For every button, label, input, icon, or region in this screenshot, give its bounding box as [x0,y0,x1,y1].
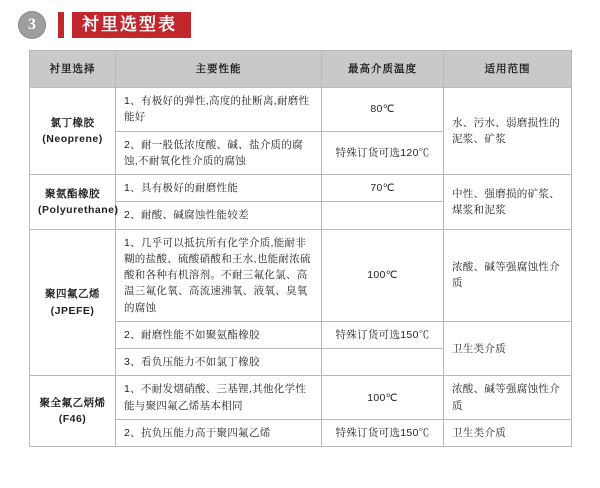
table-head [30,51,572,88]
lining-selection-table [29,50,572,447]
performance-cell: 2、耐一般低浓度酸、碱、盐介质的腐蚀,不耐氧化性介质的腐蚀 [116,131,322,175]
material-name-en: (Polyurethane) [38,203,119,216]
table-header-row [30,51,572,88]
max-temperature-cell: 100℃ [322,376,444,420]
title-accent-bar [58,12,64,38]
col-header-max-temp: 最高介质温度 [322,51,444,88]
material-name-cn: 氯丁橡胶 [50,116,95,129]
material-name-cn: 聚氨酯橡胶 [45,187,100,200]
section-number-badge: 3 [18,11,46,39]
material-name-en: (F46) [58,413,87,426]
performance-cell: 2、抗负压能力高于聚四氟乙烯 [116,419,322,446]
material-name-cn: 聚全氟乙炳烯 [39,397,106,410]
table-row [30,376,572,420]
section-header [18,8,191,42]
lining-material-cell [30,376,116,447]
table-row [30,175,572,202]
table-row [30,88,572,132]
application-scope-cell: 浓酸、碱等强腐蚀性介质 [444,229,572,321]
material-name-cn: 聚四氟乙烯 [45,288,100,301]
spec-table-wrap [29,50,571,447]
page-title: 衬里选型表 [72,12,191,38]
max-temperature-cell: 100℃ [322,229,444,321]
material-name-en: (JPEFE) [50,304,95,317]
performance-cell: 1、有极好的弹性,高度的扯断离,耐磨性能好 [116,88,322,132]
table-body [30,88,572,447]
performance-cell: 1、具有极好的耐磨性能 [116,175,322,202]
application-scope-cell: 卫生类介质 [444,321,572,376]
performance-cell: 1、不耐发烟硝酸、三基锂,其他化学性能与聚四氟乙烯基本相同 [116,376,322,420]
application-scope-cell: 水、污水、弱磨损性的泥浆、矿浆 [444,88,572,175]
col-header-lining: 衬里选择 [30,51,116,88]
max-temperature-cell: 特殊订货可选150℃ [322,321,444,348]
max-temperature-cell: 70℃ [322,175,444,202]
performance-cell: 3、看负压能力不如氯丁橡胶 [116,349,322,376]
application-scope-cell: 中性、强磨损的矿浆、煤浆和泥浆 [444,175,572,230]
lining-material-cell [30,175,119,230]
max-temperature-cell: 80℃ [322,88,444,132]
lining-material-cell [30,88,116,175]
performance-cell: 2、耐酸、碱腐蚀性能较差 [116,202,322,229]
application-scope-cell: 浓酸、碱等强腐蚀性介质 [444,376,572,420]
performance-cell: 1、几乎可以抵抗所有化学介质,能耐非糊的盐酸、硫酸硝酸和王水,也能耐浓硫酸和各种有机溶剂。不耐三氟化氯、高温三氟化氧、高流速沸氧、液氧、臭氧的腐蚀 [116,229,322,321]
table-row [30,229,572,321]
col-header-performance: 主要性能 [116,51,322,88]
section-title-wrap [58,12,191,38]
lining-material-cell [30,229,116,376]
application-scope-cell: 卫生类介质 [444,419,572,446]
max-temperature-cell: 特殊订货可选120℃ [322,131,444,175]
max-temperature-cell: 特殊订货可选150℃ [322,419,444,446]
material-name-en: (Neoprene) [42,133,103,146]
performance-cell: 2、耐磨性能不如聚氨酯橡胶 [116,321,322,348]
col-header-scope: 适用范围 [444,51,572,88]
